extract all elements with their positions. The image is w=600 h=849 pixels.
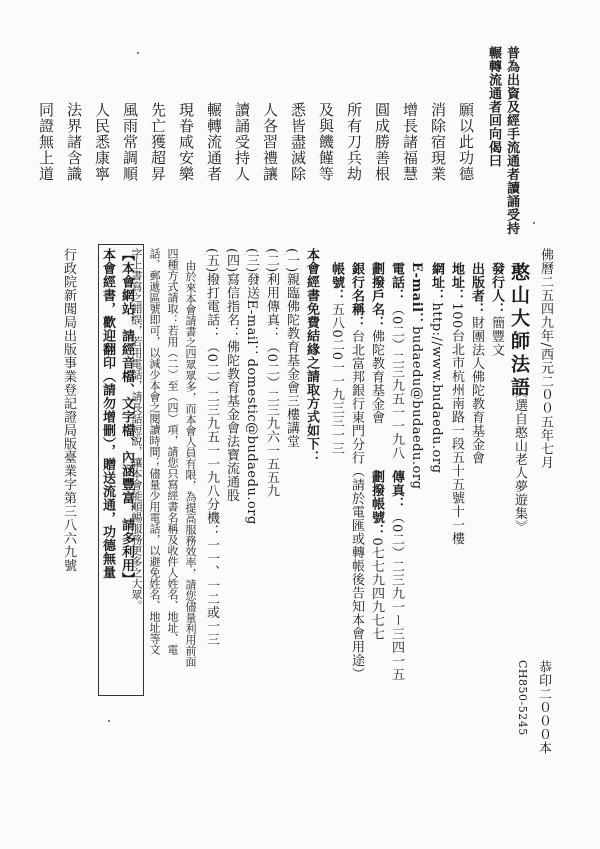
publisher-row [470,262,483,465]
account-name-row [370,262,383,424]
notice-line-1: 【本會網站，請經音檔、文字檔、內涵豐富，請多利用】 [119,248,134,586]
issuer-row [490,262,503,357]
registration-number: 行政院新聞局出版事業登記證局版臺業字第三八六九號 [61,248,76,572]
fax-row [390,470,403,681]
phone-label: 電話： [389,262,404,303]
bank-account-value: 五八0二0一一九三三一三 [329,302,344,456]
website-label: 網址： [429,262,444,303]
bank-value: 台北富邦銀行東門分行（請於電匯或轉帳後告知本會用途） [349,329,364,681]
bank-row [350,262,363,681]
issuer-value: 簡豐文 [489,316,504,357]
verse-8: 人各習禮讓 [261,102,279,182]
account-no-value: 0七七九四九七七 [369,537,384,641]
book-title: 憨山大師法語 [508,262,530,400]
publication-date: 佛曆二五四九年/西元二００五年七月 [538,248,553,469]
bank-account-row [330,262,343,455]
method-item-1: (一)親臨佛陀教育基金會三樓講堂 [284,248,299,449]
account-name-label: 劃撥戶名： [369,262,384,330]
verse-16: 同證無上道 [37,102,55,182]
email-label: E-mail： [409,262,424,327]
method-item-4: (四)寫信指名：佛陀教育基金會法寶流通股 [224,248,239,503]
verse-7: 悉皆盡滅除 [289,102,307,182]
scan-speck [533,222,535,224]
method-item-3: (三)發送E-mail：domestic@budaedu.org [244,248,259,525]
verse-10: 輾轉流通者 [205,102,223,182]
website-row [430,262,443,473]
verse-5: 所有刀兵劫 [345,102,363,182]
publisher-label: 出版者： [469,262,484,316]
fax-label: 傳真： [389,470,404,511]
method-note-2: 四種方式請取：若用（二）至（四）項，請您只寫經書名稱及收件人姓名、地址、電 [166,248,179,655]
verse-12: 先亡獲超昇 [149,102,167,182]
account-name-value: 佛陀教育基金會 [369,329,384,424]
website-value[interactable]: http://www.budaedu.org [429,302,444,474]
scan-speck [137,52,139,54]
method-note-1: 由於來本會請書之四眾眾多，而本會人員有限，為提高服務效率，請您儘量利用前面 [184,260,197,667]
dedication-header-1 [505,46,518,235]
method-note-4: 字上書寫之錯誤，若用電話，請長話短說，讓本會能順暢服務更多之大眾。 [130,248,143,611]
fax-value: （0二）二三九一ー三四一五 [389,510,404,682]
account-no-label: 劃撥帳號： [369,470,384,538]
publisher-value: 財團法人佛陀教育基金會 [469,316,484,465]
verse-4: 圓成勝善根 [373,102,391,182]
verse-6: 及與饑饉等 [317,102,335,182]
verse-13: 風雨常調順 [121,102,139,182]
verse-14: 人民悉康寧 [93,102,111,182]
address-row [450,262,463,545]
email-value[interactable]: budaedu@budaedu.org [409,326,424,490]
methods-heading: 本會經書免費結緣之請取方式如下： [304,248,319,464]
bank-label: 銀行名稱： [349,262,364,330]
dedication-header-text: 普為出資及經手流通者 [504,46,519,181]
email-row [410,262,423,489]
verse-2: 消除宿現業 [429,102,447,182]
verse-1: 願以此功德 [457,102,475,182]
book-subtitle: 《選自憨山老人夢遊集》 [512,385,527,534]
dedication-header-2: 輾轉流通者回向偈曰 [486,46,501,168]
verse-3: 增長諸福慧 [401,102,419,182]
verse-11: 現眷咸安樂 [177,102,195,182]
scan-speck [108,720,110,722]
address-label: 地址： [449,262,464,303]
print-count: 恭印二０００本 [536,660,551,755]
notice-line-2: 本會經書，歡迎翻印（請勿增刪），贈送流通，功德無量 [100,248,115,579]
address-value: 100台北市杭州南路一段五十五號十一樓 [449,302,464,545]
phone-value: （0二）二三九五一一九八 [389,302,404,460]
verse-15: 法界諸含識 [65,102,83,182]
method-note-3: 話、郵遞區號即可，以減少本會之閱讀時間；儘量少用電話，以避免姓名、地址等文 [148,248,161,655]
issuer-label: 發行人： [489,262,504,316]
verse-9: 讀誦受持人 [233,102,251,182]
method-item-2: (二)利用傳真：（0二）二三九六一五五九 [264,248,279,498]
dedication-header-recite: 讀誦受持 [504,181,519,235]
phone-row [390,262,403,460]
method-item-5: (五)撥打電話：（0二）二三九五一一九八分機：一一、一二或一三 [204,248,219,646]
catalog-code: CH850-5245 [516,660,529,736]
account-no-row [370,470,383,641]
bank-account-label: 帳號： [329,262,344,303]
